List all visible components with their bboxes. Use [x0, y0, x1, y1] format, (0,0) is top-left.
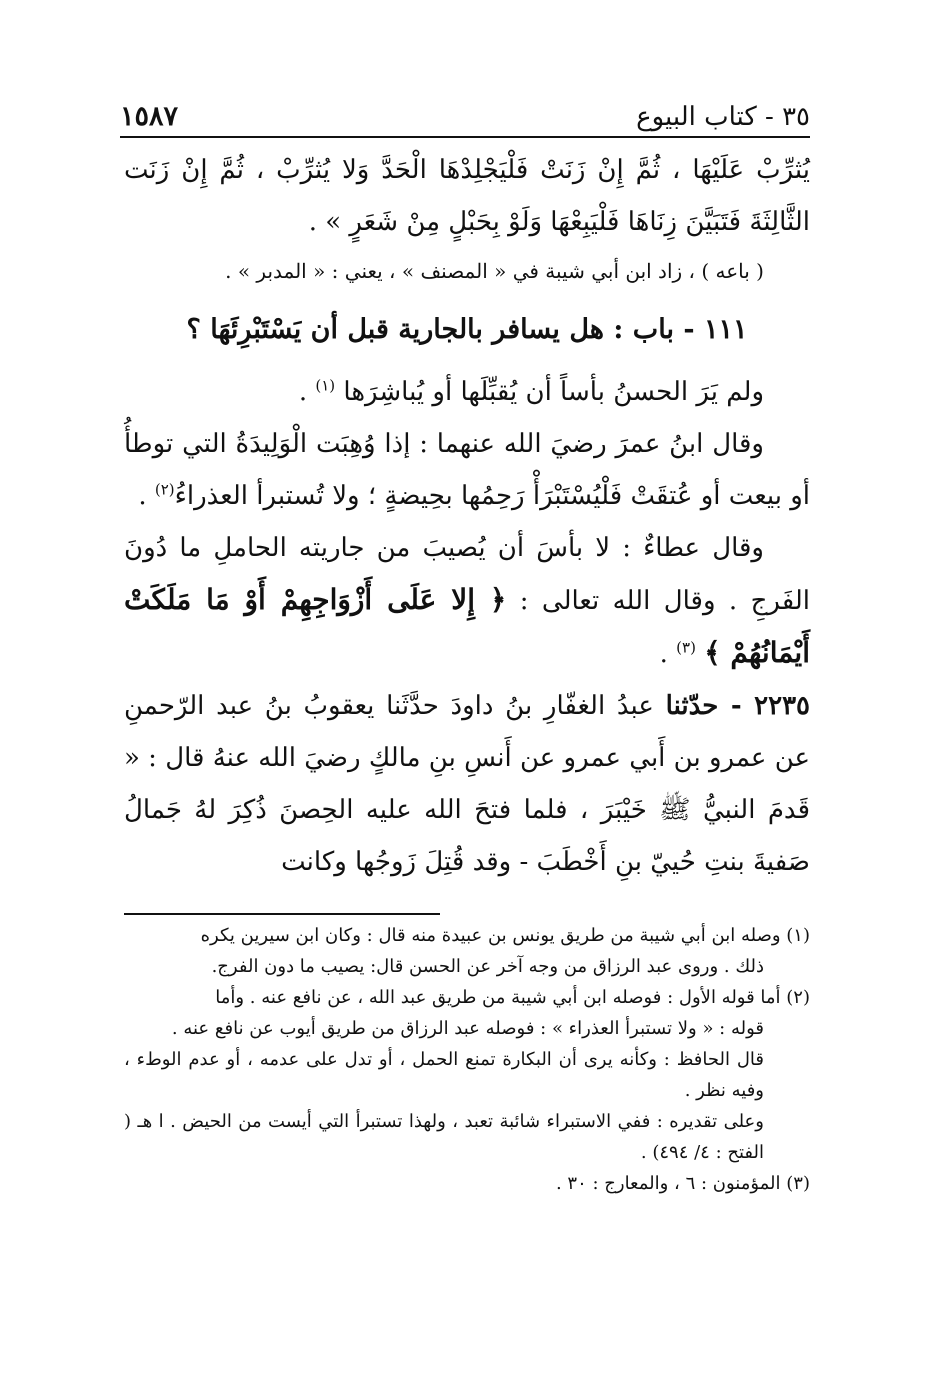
hadith-paragraph — [124, 680, 810, 888]
paragraph-ibn-umar: وقال ابنُ عمرَ رضيَ الله عنهما : إذا وُهِبَت الْوَلِيدَةُ التي توطأُ أو بيعت أو عُتقَتْ فَلْيُسْتَبْرَأْ رَحِمُها بحِيضةٍ ؛ ولا تُستبرأ العذراءُ$^{(٢)}$ . — [124, 429, 810, 511]
paragraph-hasan: ولم يَرَ الحسنُ بأساً أن يُقبِّلَها أو يُباشِرَها $^{(١)}$ . — [298, 376, 764, 407]
footnote-rule — [124, 913, 440, 915]
footnote-2-cont: قوله : « ولا تستبرأ العذراء » : فوصله عبد الرزاق من طريق أيوب عن نافع عنه . — [171, 1018, 764, 1039]
hadith-text: عبدُ الغفّارِ بنُ داودَ حدَّثَنا يعقوبُ بنُ عبد الرّحمنِ عن عمرو بن أَبي عمرو عن أَنسِ بنِ مالكٍ رضيَ الله عنهُ قال : « قَدمَ النبيُّ ﷺ خَيْبَرَ ، فلما فتحَ الله عليه الحِصنَ ذُكِرَ لهُ جَمالُ صَفيةَ بنتِ حُييّ بنِ أَخْطَبَ - وقد قُتِلَ زَوجُها وكانت — [124, 691, 810, 877]
chapter-title: ٣٥ - كتاب البيوع — [636, 102, 810, 132]
footnote-ref-1: (١) — [315, 376, 336, 395]
footnotes — [124, 920, 810, 1199]
bab-heading: ١١١ - باب : هل يسافر بالجارية قبل أن يَسْتَبْرِئَهَا ؟ — [186, 314, 748, 345]
paragraph-ata: وقال عطاءٌ : لا بأسَ أن يُصيبَ من جاريته الحاملِ ما دُونَ الفَرجِ . وقال الله تعالى : ﴿ إِلا عَلَى أَزْوَاجِهِمْ أَوْ مَا مَلَكَتْ أَيْمَانُهُمْ ﴾ $^{(٣)}$ . — [124, 533, 811, 669]
ata-text: وقال عطاءٌ : لا بأسَ أن يُصيبَ من جاريته الحاملِ ما دُونَ الفَرجِ . وقال الله تعالى : — [124, 533, 811, 616]
main-text — [124, 144, 810, 888]
footnote-2-taqdir: وعلى تقديره : ففي الاستبراء شائبة تعبد ، ولهذا تستبرأ التي أيست من الحيض . ا هـ ( الفتح : ٤/ ٤٩٤) . — [124, 1111, 764, 1163]
paragraph-continued: يُثرِّبْ عَلَيْهَا ، ثُمَّ إِنْ زَنَتْ فَلْيَجْلِدْهَا الْحَدَّ وَلا يُثرِّبْ ، ثُمَّ إِنْ زَنَت الثَّالِثَةَ فَتَبَيَّنَ زِنَاهَا فَلْيَبِعْهَا وَلَوْ بِحَبْلٍ مِنْ شَعَرٍ » . — [124, 155, 810, 237]
quran-verse: ﴿ إِلا عَلَى أَزْوَاجِهِمْ أَوْ مَا مَلَكَتْ أَيْمَانُهُمْ ﴾ — [124, 583, 810, 669]
header-rule — [120, 136, 810, 138]
footnote-1-cont: ذلك . وروى عبد الرزاق من وجه آخر عن الحسن قال: يصيب ما دون الفرج. — [211, 956, 764, 977]
hasan-text: ولم يَرَ الحسنُ بأساً أن يُقبِّلَها أو يُباشِرَها — [343, 377, 764, 407]
footnote-2: (٢) أما قوله الأول : فوصله ابن أبي شيبة من طريق عبد الله ، عن نافع عنه . وأما — [215, 987, 810, 1008]
ibn-umar-text: وقال ابنُ عمرَ رضيَ الله عنهما : إذا وُهِبَت الْوَلِيدَةُ التي توطأُ أو بيعت أو عُتقَتْ فَلْيُسْتَبْرَأْ رَحِمُها بحِيضةٍ ؛ ولا تُستبرأ العذراءُ — [124, 429, 810, 511]
footnote-1: (١) وصله ابن أبي شيبة من طريق يونس بن عبيدة منه قال : وكان ابن سيرين يكره — [200, 925, 810, 946]
commentary-note: ( باعه ) ، زاد ابن أبي شيبة في « المصنف » ، يعني : « المدبر » . — [225, 259, 764, 283]
footnote-3: (٣) المؤمنون : ٦ ، والمعارج : ٣٠ . — [555, 1173, 810, 1194]
page-header — [120, 92, 810, 132]
footnote-2-hafiz: قال الحافظ : وكأنه يرى أن البكارة تمنع الحمل ، أو تدل على عدمه ، أو عدم الوطء ، وفيه نظر . — [124, 1049, 764, 1101]
hadith-number: ٢٢٣٥ - حدّثنا — [665, 691, 810, 721]
footnote-ref-3: (٣) — [676, 638, 696, 657]
footnote-ref-2: (٢) — [154, 480, 175, 499]
page-number: ١٥٨٧ — [120, 101, 179, 132]
